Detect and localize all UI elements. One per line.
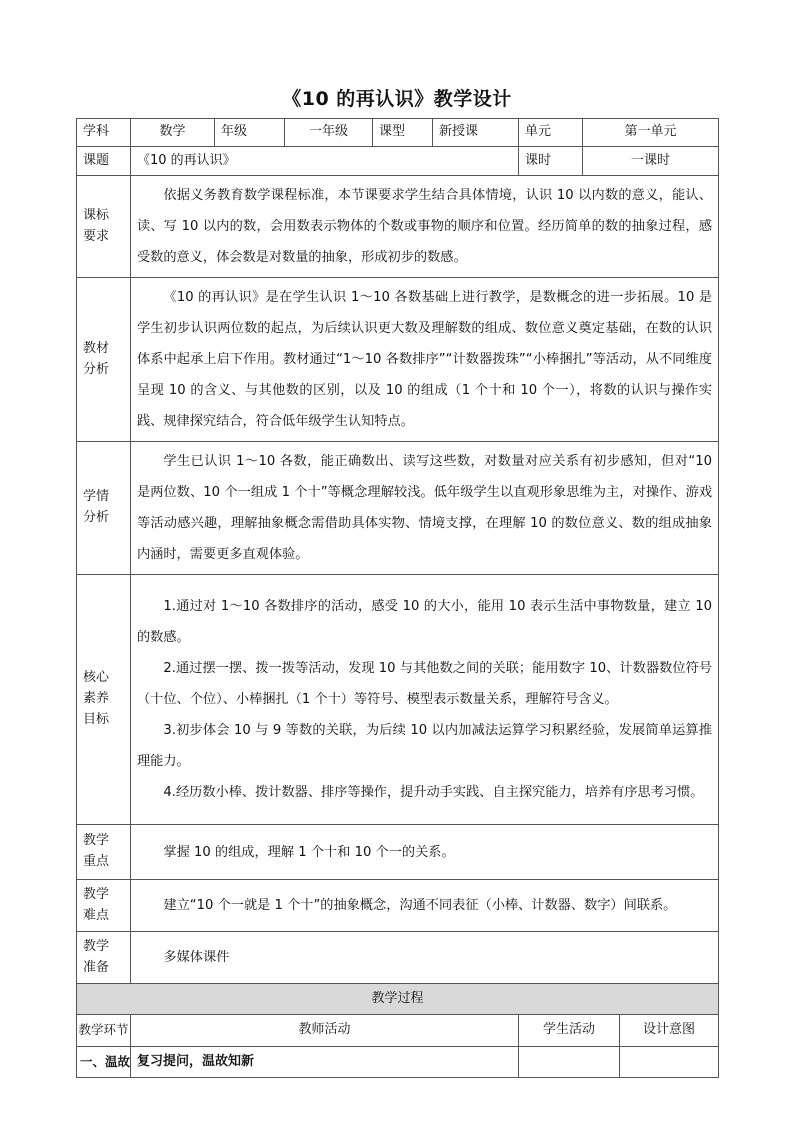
material-row (77, 278, 719, 442)
difficulty-content (131, 880, 719, 932)
prep-label-line2: 准备 (83, 959, 110, 975)
info-row-subject (77, 119, 719, 147)
process-columns-row (77, 1015, 719, 1047)
column-intent: 设计意图 (620, 1015, 719, 1047)
prep-text: 多媒体课件 (163, 950, 230, 965)
standard-content (131, 176, 719, 278)
page-title: 《10 的再认识》教学设计 (282, 88, 512, 110)
goals-label-line1: 核心 (83, 670, 110, 686)
student-label (77, 442, 131, 575)
student-content (131, 442, 719, 575)
material-text: 《10 的再认识》是在学生认识 1～10 各数基础上进行教学，是数概念的进一步拓展。10 是学生初步认识两位数的起点，为后续认识更大数及理解数的组成、数位意义奠定基础，在数的认识体系中起承上启下作用。教材通过“1～10 各数排序”“计数器拨珠”“小棒捆扎”等活动，从不同维度呈现 10 的含义、与其他数的区别，以及 10 的组成（1 个十和 10 个一），将数的认识与操作实践、规律探究结合，符合低年级学生认知特点。 (137, 290, 713, 429)
goals-row (77, 575, 719, 825)
student-label-line2: 分析 (83, 510, 110, 525)
prep-content (131, 932, 719, 984)
type-label: 课型 (373, 119, 433, 147)
prep-label (77, 932, 131, 984)
teacher-cell: 复习提问，温故知新 (131, 1047, 519, 1078)
key-row (77, 825, 719, 880)
goal-item-4: 4.经历数小棒、拨计数器、排序等操作，提升动手实践、自主探究能力，培养有序思考习惯。 (163, 785, 704, 800)
goals-label-line2: 素养 (83, 691, 110, 707)
grade-label: 年级 (215, 119, 285, 147)
prep-label-line1: 教学 (83, 938, 110, 954)
goal-item-2: 2.通过摆一摆、拨一拨等活动，发现 10 与其他数之间的关联；能用数字 10、计数器数位符号（十位、个位）、小棒捆扎（1 个十）等符号、模型表示数量关系，理解符号含义。 (137, 661, 713, 707)
column-teacher: 教师活动 (131, 1015, 519, 1047)
key-content (131, 825, 719, 880)
student-text: 学生已认识 1～10 各数，能正确数出、读写这些数，对数量对应关系有初步感知，但对“10 是两位数、10 个一组成 1 个十”等概念理解较浅。低年级学生以直观形象思维为主，对操作、游戏等活动感兴趣，理解抽象概念需借助具体实物、情境支撑，在理解 10 的数位意义、数的组成抽象内涵时，需要更多直观体验。 (137, 454, 713, 562)
intent-cell (620, 1047, 719, 1078)
key-label-line1: 教学 (83, 833, 110, 849)
key-text: 掌握 10 的组成，理解 1 个十和 10 个一的关系。 (163, 844, 455, 860)
grade-value: 一年级 (285, 119, 373, 147)
key-label (77, 825, 131, 880)
material-label (77, 278, 131, 442)
material-content (131, 278, 719, 442)
info-row-topic (77, 147, 719, 176)
column-student: 学生活动 (519, 1015, 620, 1047)
standard-label-line1: 课标 (83, 207, 110, 223)
student-cell (519, 1047, 620, 1078)
student-label-line1: 学情 (83, 489, 110, 505)
prep-row (77, 932, 719, 984)
goals-content (131, 575, 719, 825)
standard-row (77, 176, 719, 278)
standard-label (77, 176, 131, 278)
standard-label-line2: 要求 (83, 228, 110, 244)
process-header-row (77, 984, 719, 1015)
material-label-line2: 分析 (83, 361, 110, 377)
topic-label: 课题 (77, 147, 131, 176)
process-row-1 (77, 1047, 719, 1078)
hours-label: 课时 (519, 147, 583, 176)
type-value: 新授课 (433, 119, 519, 147)
lesson-plan-table (76, 118, 719, 1078)
hours-value: 一课时 (583, 147, 719, 176)
difficulty-row (77, 880, 719, 932)
topic-value: 《10 的再认识》 (131, 147, 519, 176)
goal-item-1: 1.通过对 1～10 各数排序的活动，感受 10 的大小，能用 10 表示生活中事物数量，建立 10 的数感。 (137, 599, 713, 645)
difficulty-label (77, 880, 131, 932)
subject-label: 学科 (77, 119, 131, 147)
goals-label (77, 575, 131, 825)
standard-text: 依据义务教育数学课程标准，本节课要求学生结合具体情境，认识 10 以内数的意义，能认、读、写 10 以内的数，会用数表示物体的个数或事物的顺序和位置。经历简单的数的抽象过程，感受数的意义，体会数是对数量的抽象，形成初步的数感。 (137, 188, 713, 265)
difficulty-text: 建立“10 个一就是 1 个十”的抽象概念，沟通不同表征（小棒、计数器、数字）间联系。 (163, 898, 677, 913)
material-label-line1: 教材 (83, 340, 110, 356)
process-header: 教学过程 (77, 984, 719, 1015)
difficulty-label-line2: 难点 (83, 907, 110, 923)
unit-label: 单元 (519, 119, 583, 147)
stage-cell: 一、温故 (77, 1047, 131, 1078)
student-row (77, 442, 719, 575)
column-stage: 教学环节 (77, 1015, 131, 1047)
unit-value: 第一单元 (583, 119, 719, 147)
subject-value: 数学 (131, 119, 215, 147)
difficulty-label-line1: 教学 (83, 886, 110, 902)
goals-label-line3: 目标 (83, 711, 110, 727)
key-label-line2: 重点 (83, 854, 110, 869)
goal-item-3: 3.初步体会 10 与 9 等数的关联，为后续 10 以内加减法运算学习积累经验，发展简单运算推理能力。 (137, 723, 713, 769)
